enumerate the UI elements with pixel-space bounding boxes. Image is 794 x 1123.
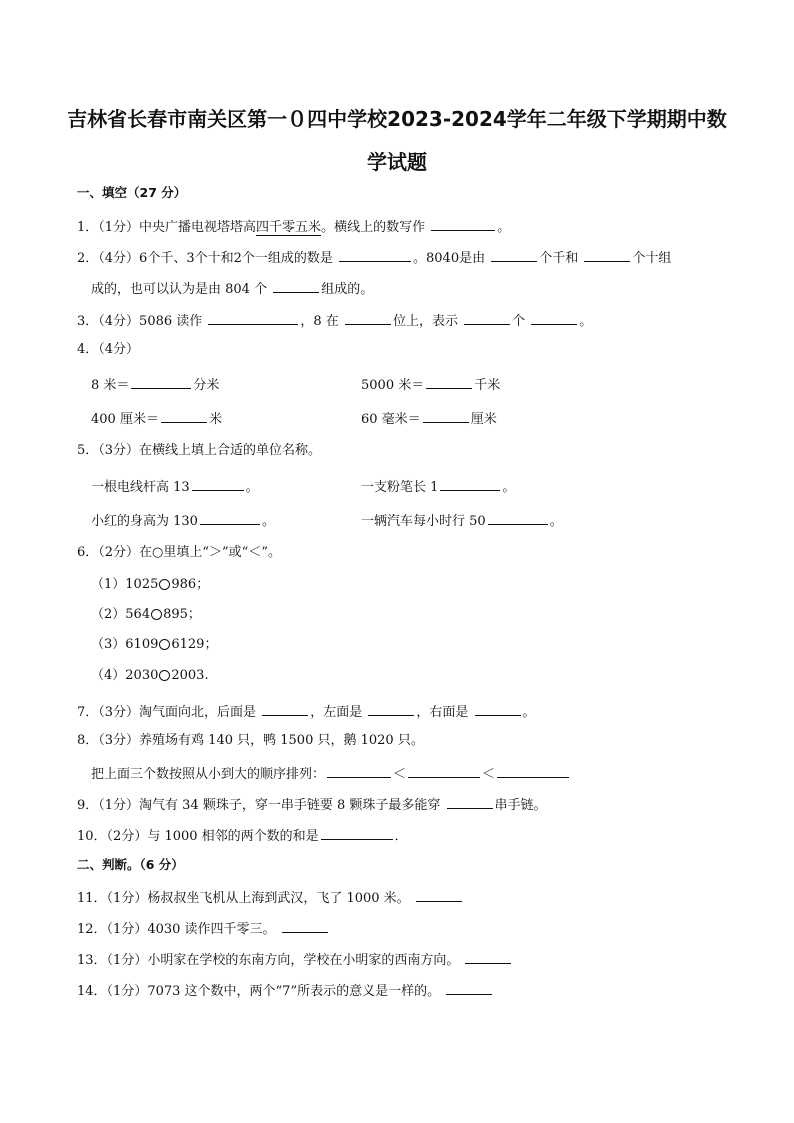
q6-text: （3）6109 (91, 637, 159, 652)
question-8-cont (91, 763, 571, 784)
q4-item (361, 408, 497, 429)
q1-text2: 。横线上的数写作 (321, 220, 426, 235)
question-14 (77, 980, 494, 1001)
answer-blank[interactable] (321, 825, 393, 840)
q10-end: ． (394, 829, 408, 844)
answer-blank[interactable] (431, 216, 495, 231)
q7-text2: ，左面是 (310, 705, 363, 720)
answer-blank[interactable] (416, 887, 462, 902)
page-title-cont: 学试题 (367, 150, 427, 174)
q5-text: 小红的身高为 130 (91, 514, 198, 529)
q6-text: （4）2030 (91, 668, 159, 683)
answer-blank[interactable] (273, 278, 319, 293)
answer-blank[interactable] (446, 980, 492, 995)
section-heading-judge: 二、判断。（6 分） (77, 857, 184, 872)
answer-blank[interactable] (440, 476, 500, 491)
compare-circle-icon[interactable] (151, 609, 162, 620)
answer-blank[interactable] (282, 918, 328, 933)
page-title: 吉林省长春市南关区第一０四中学校2023-2024学年二年级下学期期中数 (67, 107, 727, 131)
less-than-sign: ＜ (482, 767, 496, 782)
answer-blank[interactable] (131, 374, 191, 389)
answer-blank[interactable] (368, 701, 414, 716)
answer-blank[interactable] (262, 701, 308, 716)
less-than-sign: ＜ (393, 767, 407, 782)
q6-item (91, 667, 209, 685)
question-5: 5．（3分）在横线上填上合适的单位名称。 (77, 443, 322, 458)
answer-blank[interactable] (497, 763, 569, 778)
q6-item (91, 576, 209, 594)
q6-text: 986； (171, 577, 210, 592)
q5-item (361, 510, 563, 531)
q5-item (91, 510, 275, 531)
q4-item (91, 374, 219, 395)
answer-blank[interactable] (447, 794, 493, 809)
q6-text: （2）564 (91, 607, 151, 622)
answer-blank[interactable] (531, 310, 577, 325)
answer-blank[interactable] (426, 374, 472, 389)
question-4: 4．（4分） (77, 342, 140, 357)
q6-item (91, 636, 217, 654)
q1-end: 。 (497, 220, 511, 235)
answer-blank[interactable] (327, 763, 391, 778)
question-6: 6．（2分）在○里填上“＞”或“＜”。 (77, 545, 281, 560)
q10-text: 10．（2分）与 1000 相邻的两个数的和是 (77, 829, 319, 844)
answer-blank[interactable] (339, 247, 411, 262)
q9-text2: 串手链。 (494, 798, 547, 813)
q7-text: 7．（3分）淘气面向北，后面是 (77, 705, 257, 720)
answer-blank[interactable] (408, 763, 480, 778)
question-13 (77, 949, 513, 970)
q5-item (91, 476, 259, 497)
q2-text4: 个十组 (632, 251, 672, 266)
q8-text: 把上面三个数按照从小到大的顺序排列： (91, 767, 326, 782)
q5-text: 一辆汽车每小时行 50 (361, 514, 486, 529)
q5-end: 。 (261, 514, 275, 529)
q12-text: 12．（1分）4030 读作四千零三。 (77, 922, 276, 937)
answer-blank[interactable] (475, 701, 521, 716)
question-2 (77, 247, 671, 268)
answer-blank[interactable] (465, 949, 511, 964)
q4-unit: 厘米 (470, 412, 497, 427)
question-12 (77, 918, 330, 939)
q4-unit: 分米 (193, 378, 220, 393)
q5-text: 一支粉笔长 1 (361, 480, 439, 495)
compare-circle-icon[interactable] (159, 639, 170, 650)
answer-blank[interactable] (200, 510, 260, 525)
q2-text: 2．（4分）6个千、3个十和2个一组成的数是 (77, 251, 333, 266)
q4-unit: 千米 (474, 378, 501, 393)
answer-blank[interactable] (208, 310, 298, 325)
q4-text: 5000 米＝ (361, 378, 425, 393)
question-1 (77, 216, 510, 237)
question-10 (77, 825, 408, 846)
q4-text: 60 毫米＝ (361, 412, 421, 427)
q2-text6: 组成的。 (321, 282, 374, 297)
question-8: 8．（3分）养殖场有鸡 140 只，鸭 1500 只，鹅 1020 只。 (77, 733, 424, 748)
q2-text5: 成的，也可以认为是由 804 个 (91, 282, 268, 297)
q4-text: 8 米＝ (91, 378, 130, 393)
q1-text: 1．（1分）中央广播电视塔塔高 (77, 220, 257, 235)
q2-text3: 个千和 (539, 251, 579, 266)
q4-item (91, 408, 222, 429)
question-3 (77, 310, 592, 331)
answer-blank[interactable] (192, 476, 244, 491)
question-11 (77, 887, 464, 908)
q3-text: 3．（4分）5086 读作 (77, 314, 203, 329)
q5-end: 。 (502, 480, 516, 495)
q4-text: 400 厘米＝ (91, 412, 159, 427)
q5-text: 一根电线杆高 13 (91, 480, 190, 495)
answer-blank[interactable] (584, 247, 630, 262)
answer-blank[interactable] (345, 310, 391, 325)
q14-text: 14．（1分）7073 这个数中，两个“7”所表示的意义是一样的。 (77, 984, 441, 999)
answer-blank[interactable] (161, 408, 207, 423)
q4-unit: 米 (208, 412, 222, 427)
question-2-cont (91, 278, 373, 299)
q6-text: （1）1025 (91, 577, 159, 592)
q4-item (361, 374, 500, 395)
q6-text: 895； (163, 607, 201, 622)
q3-text4: 个 (512, 314, 526, 329)
q5-end: 。 (549, 514, 563, 529)
answer-blank[interactable] (423, 408, 469, 423)
q9-text: 9．（1分）淘气有 34 颗珠子，穿一串手链要 8 颗珠子最多能穿 (77, 798, 441, 813)
q5-end: 。 (245, 480, 259, 495)
section-heading-fill: 一、填空（27 分） (77, 185, 187, 200)
q11-text: 11．（1分）杨叔叔坐飞机从上海到武汉，飞了 1000 米。 (77, 891, 410, 906)
answer-blank[interactable] (491, 247, 537, 262)
q13-text: 13．（1分）小明家在学校的东南方向，学校在小明家的西南方向。 (77, 953, 460, 968)
q5-item (361, 476, 515, 497)
question-9 (77, 794, 547, 815)
compare-circle-icon[interactable] (159, 579, 170, 590)
q3-text5: 。 (579, 314, 593, 329)
q7-text3: ，右面是 (416, 705, 469, 720)
question-7 (77, 701, 536, 722)
q6-text: 6129； (171, 637, 218, 652)
q7-text4: 。 (522, 705, 536, 720)
answer-blank[interactable] (488, 510, 548, 525)
answer-blank[interactable] (464, 310, 510, 325)
q3-text3: 位上，表示 (392, 314, 458, 329)
q6-text: 2003. (171, 668, 209, 683)
q6-item (91, 606, 201, 624)
compare-circle-icon[interactable] (159, 670, 170, 681)
q3-text2: ，8 在 (300, 314, 339, 329)
q1-underlined: 四千零五米 (256, 220, 322, 235)
q2-text2: 。8040是由 (413, 251, 486, 266)
